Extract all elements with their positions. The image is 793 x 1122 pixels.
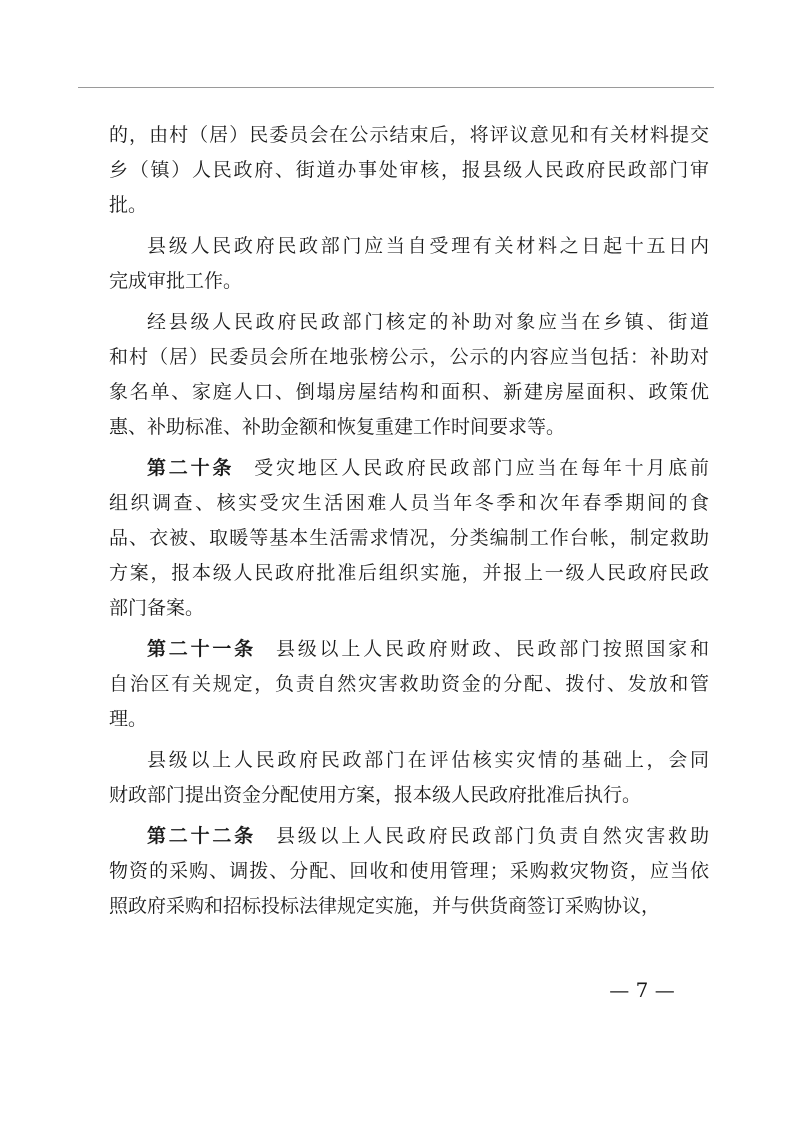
paragraph: [109, 305, 709, 445]
line-text: 批。: [109, 194, 148, 216]
text-line: [109, 556, 709, 591]
line-text: 自治区有关规定，负责自然灾害救助资金的分配、拨付、发放和管: [109, 673, 709, 695]
line-text: 理。: [109, 708, 148, 730]
paragraph: [109, 451, 709, 626]
line-text: 财政部门提出资金分配使用方案，报本级人民政府批准后执行。: [109, 784, 642, 806]
line-text: 完成审批工作。: [109, 270, 243, 292]
document-body: [109, 118, 709, 924]
text-line: [109, 153, 709, 188]
article-heading: 第二十条: [147, 457, 235, 479]
line-text: 的，由村（居）民委员会在公示结束后，将评议意见和有关材料提交: [109, 124, 709, 146]
line-text: 和村（居）民委员会所在地张榜公示，公示的内容应当包括：补助对: [109, 346, 709, 368]
line-text: 品、衣被、取暖等基本生活需求情况，分类编制工作台帐，制定救助: [109, 527, 709, 549]
text-line: [109, 375, 709, 410]
text-line: [109, 521, 709, 556]
page-number: — 7 —: [609, 978, 675, 1002]
paragraph: [109, 819, 709, 924]
text-line: [109, 229, 709, 264]
article-heading: 第二十一条: [147, 638, 256, 660]
header-rule: [78, 87, 714, 88]
line-text: 经县级人民政府民政部门核定的补助对象应当在乡镇、街道: [147, 311, 709, 333]
text-line: [109, 264, 709, 299]
text-line: [109, 854, 709, 889]
text-line: [109, 778, 709, 813]
line-text: 方案，报本级人民政府批准后组织实施，并报上一级人民政府民政: [109, 562, 709, 584]
paragraph: [109, 743, 709, 813]
line-text: 受灾地区人民政府民政部门应当在每年十月底前: [254, 457, 709, 479]
text-line: [109, 743, 709, 778]
paragraph: [109, 632, 709, 737]
text-line: [109, 591, 709, 626]
line-text: 县级人民政府民政部门应当自受理有关材料之日起十五日内: [147, 235, 709, 257]
line-text: 乡（镇）人民政府、街道办事处审核，报县级人民政府民政部门审: [109, 159, 709, 181]
text-line: [109, 340, 709, 375]
line-text: 县级以上人民政府民政部门在评估核实灾情的基础上，会同: [147, 749, 709, 771]
text-line: [109, 632, 709, 667]
line-text: 县级以上人民政府民政部门负责自然灾害救助: [275, 825, 709, 847]
text-line: [109, 451, 709, 486]
text-line: [109, 819, 709, 854]
text-line: [109, 667, 709, 702]
paragraph: [109, 229, 709, 299]
text-line: [109, 188, 709, 223]
text-line: [109, 889, 709, 924]
text-line: [109, 702, 709, 737]
line-text: 县级以上人民政府财政、民政部门按照国家和: [275, 638, 709, 660]
line-text: 照政府采购和招标投标法律规定实施，并与供货商签订采购协议，: [109, 895, 661, 917]
line-text: 惠、补助标准、补助金额和恢复重建工作时间要求等。: [109, 416, 566, 438]
text-line: [109, 305, 709, 340]
text-line: [109, 410, 709, 445]
line-text: 部门备案。: [109, 597, 205, 619]
line-text: 物资的采购、调拨、分配、回收和使用管理；采购救灾物资，应当依: [109, 860, 709, 882]
article-heading: 第二十二条: [147, 825, 256, 847]
text-line: [109, 118, 709, 153]
line-text: 象名单、家庭人口、倒塌房屋结构和面积、新建房屋面积、政策优: [109, 381, 709, 403]
text-line: [109, 486, 709, 521]
paragraph: [109, 118, 709, 223]
line-text: 组织调查、核实受灾生活困难人员当年冬季和次年春季期间的食: [109, 492, 709, 514]
